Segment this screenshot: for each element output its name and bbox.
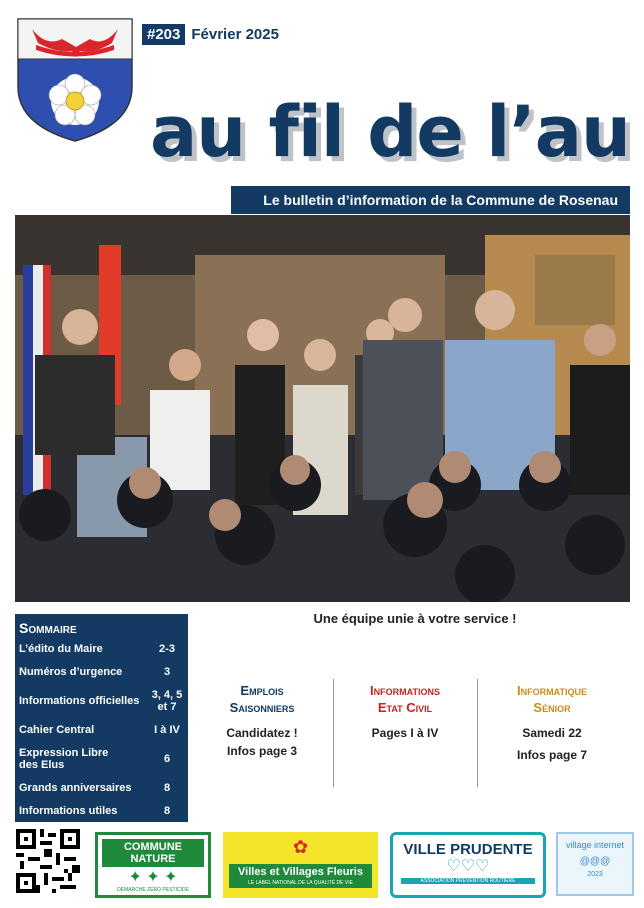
column-title-2: Etat Civil bbox=[377, 700, 433, 715]
sommaire-title: Sommaire bbox=[19, 620, 77, 636]
sommaire-item bbox=[15, 776, 188, 800]
sommaire-item-label: Numéros d’urgence bbox=[19, 666, 123, 678]
sommaire-box bbox=[15, 614, 188, 822]
column-divider bbox=[477, 679, 478, 787]
qr-code[interactable] bbox=[16, 829, 80, 893]
subtitle-bar bbox=[231, 186, 630, 214]
column-line-2: Infos page 7 bbox=[516, 748, 587, 762]
photo-caption: Une équipe unie à votre service ! bbox=[313, 611, 517, 626]
sommaire-item bbox=[15, 742, 188, 776]
sommaire-item bbox=[15, 684, 188, 718]
sommaire-item-label: Grands anniversaires bbox=[19, 782, 132, 794]
sommaire-item-pages: 6 bbox=[163, 753, 171, 765]
column-title-2: Sénior bbox=[533, 700, 571, 715]
sommaire-item bbox=[15, 718, 188, 742]
column-line-1: Samedi 22 bbox=[522, 726, 582, 740]
issue-date: Février 2025 bbox=[191, 25, 279, 43]
column-title-1: Informatique bbox=[517, 683, 587, 698]
column-line-1: Candidatez ! bbox=[226, 726, 298, 740]
sommaire-item-pages: 8 bbox=[163, 782, 171, 794]
ville-prudente-logo bbox=[390, 832, 546, 898]
column-line-1: Pages I à IV bbox=[371, 726, 439, 740]
column-title-2: Saisonniers bbox=[229, 700, 295, 715]
ville-prudente-subtext: ASSOCIATION PRÉVENTION ROUTIÈRE bbox=[401, 878, 535, 884]
villes-fleuris-text: Villes et Villages Fleuris bbox=[229, 864, 372, 880]
sommaire-item-pages: 3 bbox=[163, 666, 171, 678]
sommaire-item-label: Cahier Central bbox=[19, 724, 95, 736]
column-informatique bbox=[482, 682, 622, 764]
sommaire-item-pages: 8 bbox=[163, 805, 171, 817]
column-emplois bbox=[192, 682, 332, 760]
dragonfly-icon: ✦ ✦ ✦ bbox=[128, 869, 178, 886]
village-internet-text: village internet bbox=[565, 840, 625, 850]
column-etat-civil bbox=[335, 682, 475, 742]
column-divider bbox=[333, 679, 334, 787]
column-title-1: Emplois bbox=[240, 683, 284, 698]
sommaire-item-label: L’édito du Maire bbox=[19, 643, 103, 655]
sommaire-item bbox=[15, 660, 188, 684]
flower-icon: ✿ bbox=[292, 837, 309, 857]
column-title-1: Informations bbox=[370, 683, 440, 698]
subtitle-text: Le bulletin d’information de la Commune de Rosenau bbox=[263, 192, 618, 208]
commune-nature-subtext: DÉMARCHE ZÉRO PESTICIDE bbox=[117, 887, 189, 893]
village-internet-logo bbox=[556, 832, 634, 896]
sommaire-item-pages: I à IV bbox=[154, 724, 180, 736]
sommaire-item bbox=[15, 800, 188, 822]
villes-fleuris-subtext: LE LABEL NATIONAL DE LA QUALITÉ DE VIE bbox=[229, 880, 372, 888]
sommaire-item-label: Informations officielles bbox=[19, 695, 140, 707]
village-internet-year: 2023 bbox=[587, 871, 603, 878]
sommaire-item-pages: 3, 4, 5 et 7 bbox=[151, 689, 183, 713]
sommaire-item-label: Expression Libre des Elus bbox=[19, 747, 109, 771]
issue-number: #203 bbox=[142, 24, 185, 45]
masthead-title: au fil de l’au bbox=[150, 91, 630, 173]
sommaire-item-label: Informations utiles bbox=[19, 805, 118, 817]
column-line-2: Infos page 3 bbox=[226, 744, 297, 758]
cover-photo bbox=[15, 215, 630, 602]
commune-nature-logo bbox=[95, 832, 211, 898]
issue-info bbox=[142, 22, 279, 46]
commune-nature-text: COMMUNE NATURE bbox=[102, 839, 204, 867]
sommaire-item-pages: 2-3 bbox=[159, 643, 175, 655]
hearts-icon: ♡♡♡ bbox=[446, 858, 490, 875]
sommaire-item bbox=[15, 638, 188, 660]
rosenau-crest-logo bbox=[16, 17, 134, 143]
at-icons: @@@ bbox=[579, 856, 611, 867]
ville-prudente-text: VILLE PRUDENTE bbox=[403, 841, 533, 858]
villes-villages-fleuris-logo bbox=[223, 832, 378, 898]
